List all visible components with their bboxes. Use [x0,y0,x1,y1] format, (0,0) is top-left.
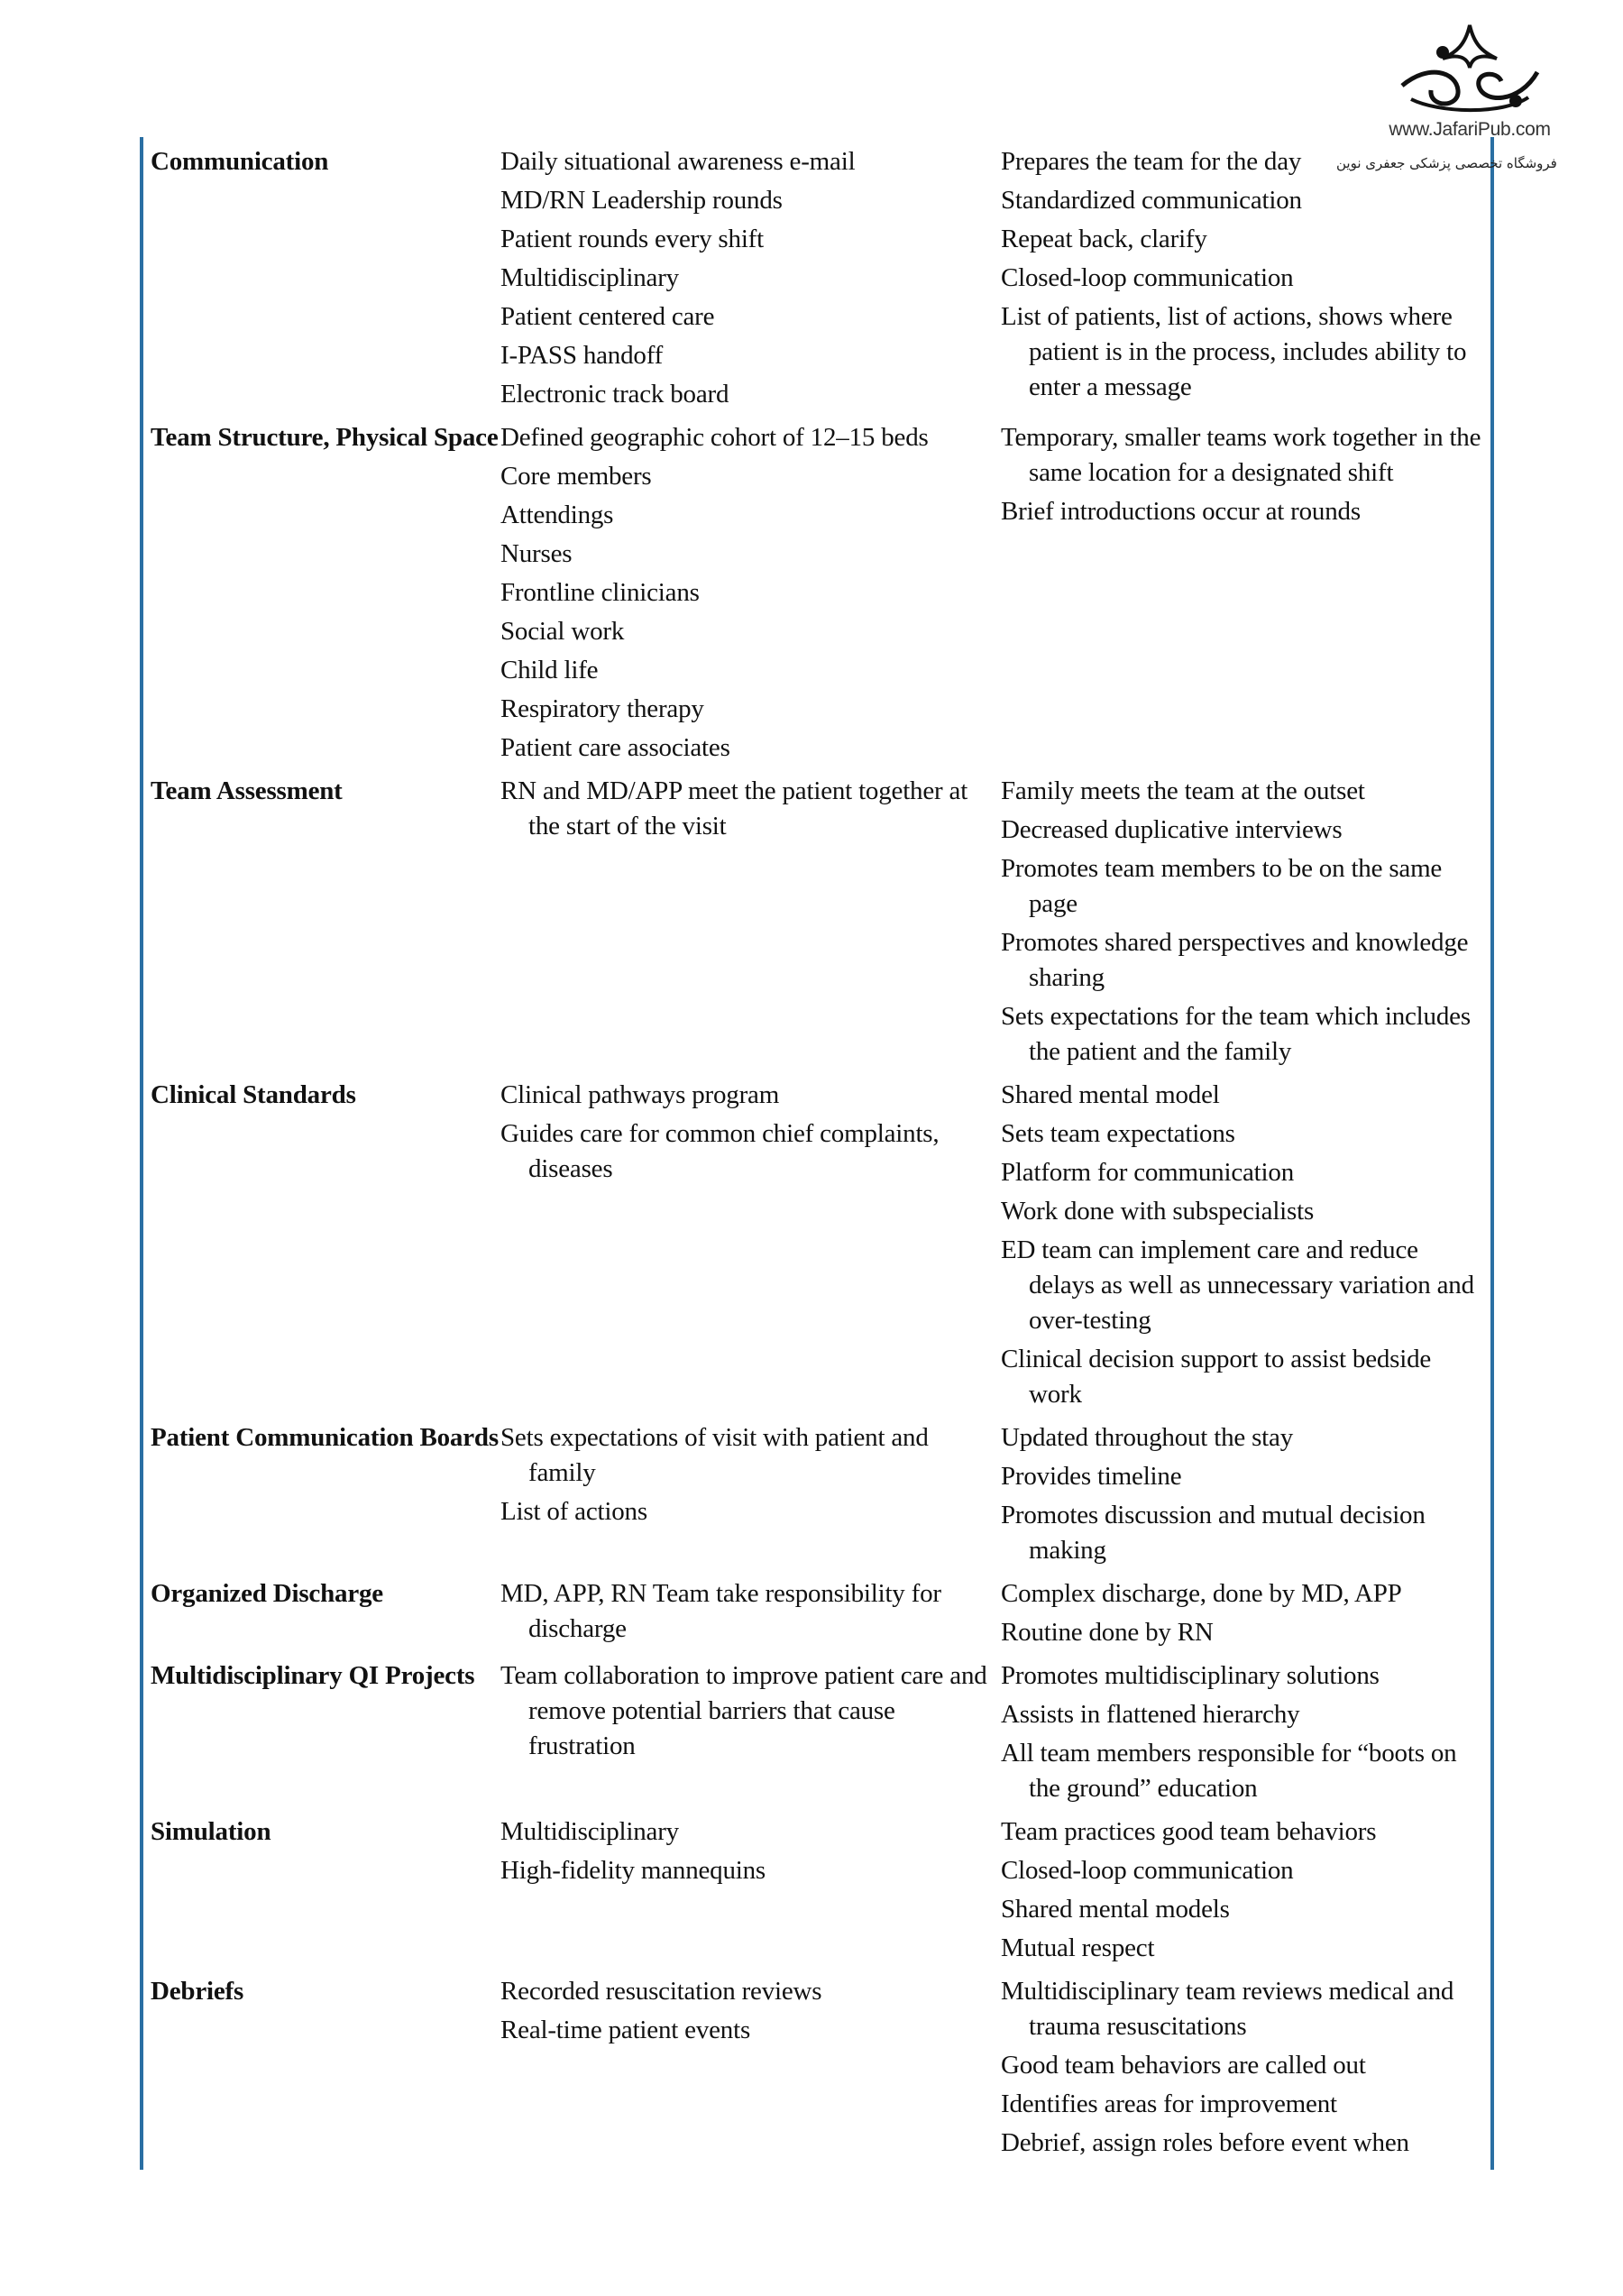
tool-item: Multidisciplinary [500,1817,679,1846]
benefit-item: Clinical decision support to assist bedside work [1001,1345,1432,1409]
benefit-item: Debrief, assign roles before event when [1001,2128,1409,2157]
benefits-cell [1001,1814,1488,1970]
table-row [151,774,1494,1073]
tool-item: Team collaboration to improve patient care and remove potential barriers that cause frustration [500,1661,987,1760]
tool-item: Patient rounds every shift [500,225,764,253]
benefit-item: Standardized communication [1001,186,1302,215]
tools-cell [500,144,1001,416]
benefits-cell [1001,1078,1488,1416]
benefits-cell [1001,144,1488,409]
tool-item: List of actions [500,1497,647,1526]
category-label: Communication [151,147,329,176]
benefit-item: Repeat back, clarify [1001,225,1207,253]
tool-item: Recorded resuscitation reviews [500,1977,822,2006]
benefit-item: Promotes team members to be on the same page [1001,854,1443,918]
category-label: Team Assessment [151,776,343,805]
benefit-item: Mutual respect [1001,1933,1155,1962]
publisher-logo-icon [1393,18,1546,117]
benefit-item: Family meets the team at the outset [1001,776,1365,805]
benefit-item: Decreased duplicative interviews [1001,815,1343,844]
tool-item: I-PASS handoff [500,341,664,370]
category-label: Multidisciplinary QI Projects [151,1661,475,1690]
benefit-item: All team members responsible for “boots on the ground” education [1001,1739,1457,1803]
benefit-item: Closed-loop communication [1001,263,1294,292]
category-cell [151,144,500,179]
benefits-cell [1001,1974,1488,2164]
tool-item: Clinical pathways program [500,1080,780,1109]
publisher-subtitle: فروشگاه تخصصی پزشکی جعفری نوین [1336,155,1557,171]
benefit-item: Temporary, smaller teams work together in the same location for a designated shift [1001,423,1481,487]
tool-item: Respiratory therapy [500,694,704,723]
table-row [151,1078,1494,1416]
category-label: Team Structure, Physical Space [151,423,499,452]
table-row [151,1420,1494,1572]
tools-cell [500,1814,1001,1892]
table-row [151,1814,1494,1970]
category-label: Debriefs [151,1977,244,2006]
tool-item: Social work [500,617,625,646]
category-cell [151,1078,500,1113]
benefit-item: Shared mental model [1001,1080,1220,1109]
benefit-item: Promotes shared perspectives and knowledge sharing [1001,928,1469,992]
tools-cell [500,1658,1001,1768]
tool-item: Daily situational awareness e-mail [500,147,856,176]
benefit-item: Identifies areas for improvement [1001,2089,1337,2118]
benefit-item: Sets team expectations [1001,1119,1235,1148]
benefits-cell [1001,774,1488,1073]
benefit-item: Assists in flattened hierarchy [1001,1700,1300,1729]
table-row [151,1658,1494,1810]
category-cell [151,420,500,455]
table-row [151,1974,1494,2164]
tool-item: Multidisciplinary [500,263,679,292]
benefit-item: Closed-loop communication [1001,1856,1294,1885]
table-row [151,144,1494,416]
category-cell [151,1420,500,1456]
benefit-item: Shared mental models [1001,1895,1230,1924]
tool-item: Real-time patient events [500,2016,751,2044]
tool-item: Core members [500,462,652,491]
publisher-watermark [1334,18,1605,141]
tool-item: Electronic track board [500,380,729,409]
benefits-cell [1001,1420,1488,1572]
tool-item: MD/RN Leadership rounds [500,186,783,215]
benefit-item: Good team behaviors are called out [1001,2051,1366,2080]
benefits-cell [1001,1576,1488,1654]
benefit-item: Complex discharge, done by MD, APP [1001,1579,1402,1608]
benefit-item: List of patients, list of actions, shows where patient is in the process, includes ability to enter a message [1001,302,1467,401]
benefit-item: Sets expectations for the team which includes the patient and the family [1001,1002,1471,1066]
benefit-item: Platform for communication [1001,1158,1295,1187]
tool-item: Frontline clinicians [500,578,700,607]
benefit-item: Brief introductions occur at rounds [1001,497,1361,526]
category-cell [151,1658,500,1694]
tool-item: Nurses [500,539,573,568]
benefit-item: Work done with subspecialists [1001,1197,1315,1226]
benefits-cell [1001,420,1488,533]
tool-item: Defined geographic cohort of 12–15 beds [500,423,929,452]
tool-item: Patient centered care [500,302,715,331]
tools-cell [500,774,1001,848]
benefit-item: Multidisciplinary team reviews medical and trauma resuscitations [1001,1977,1454,2041]
tools-cell [500,1078,1001,1190]
tools-cell [500,1576,1001,1650]
category-label: Clinical Standards [151,1080,356,1109]
category-label: Patient Communication Boards [151,1423,499,1452]
benefit-item: Team practices good team behaviors [1001,1817,1377,1846]
tools-cell [500,1974,1001,2052]
tools-cell [500,420,1001,769]
tool-item: RN and MD/APP meet the patient together at the start of the visit [500,776,968,840]
category-cell [151,1576,500,1612]
category-cell [151,1814,500,1850]
left-rule-line [140,137,143,2170]
category-cell [151,774,500,809]
table-row [151,1576,1494,1654]
benefit-item: Prepares the team for the day [1001,147,1302,176]
tool-item: Sets expectations of visit with patient and family [500,1423,929,1487]
tool-item: Patient care associates [500,733,730,762]
benefit-item: Routine done by RN [1001,1618,1214,1647]
category-cell [151,1974,500,2009]
tool-item: Attendings [500,501,614,529]
tool-item: Child life [500,656,599,684]
benefits-cell [1001,1658,1488,1810]
tool-item: MD, APP, RN Team take responsibility for discharge [500,1579,941,1643]
benefit-item: Promotes multidisciplinary solutions [1001,1661,1380,1690]
tool-item: High-fidelity mannequins [500,1856,766,1885]
team-tools-table [151,144,1494,2164]
benefit-item: ED team can implement care and reduce delays as well as unnecessary variation and over-testing [1001,1235,1474,1335]
tool-item: Guides care for common chief complaints, diseases [500,1119,940,1183]
publisher-url: www.JafariPub.com [1389,119,1551,140]
tools-cell [500,1420,1001,1533]
category-label: Organized Discharge [151,1579,383,1608]
benefit-item: Updated throughout the stay [1001,1423,1294,1452]
benefit-item: Promotes discussion and mutual decision making [1001,1501,1426,1565]
category-label: Simulation [151,1817,271,1846]
table-row [151,420,1494,769]
benefit-item: Provides timeline [1001,1462,1182,1491]
